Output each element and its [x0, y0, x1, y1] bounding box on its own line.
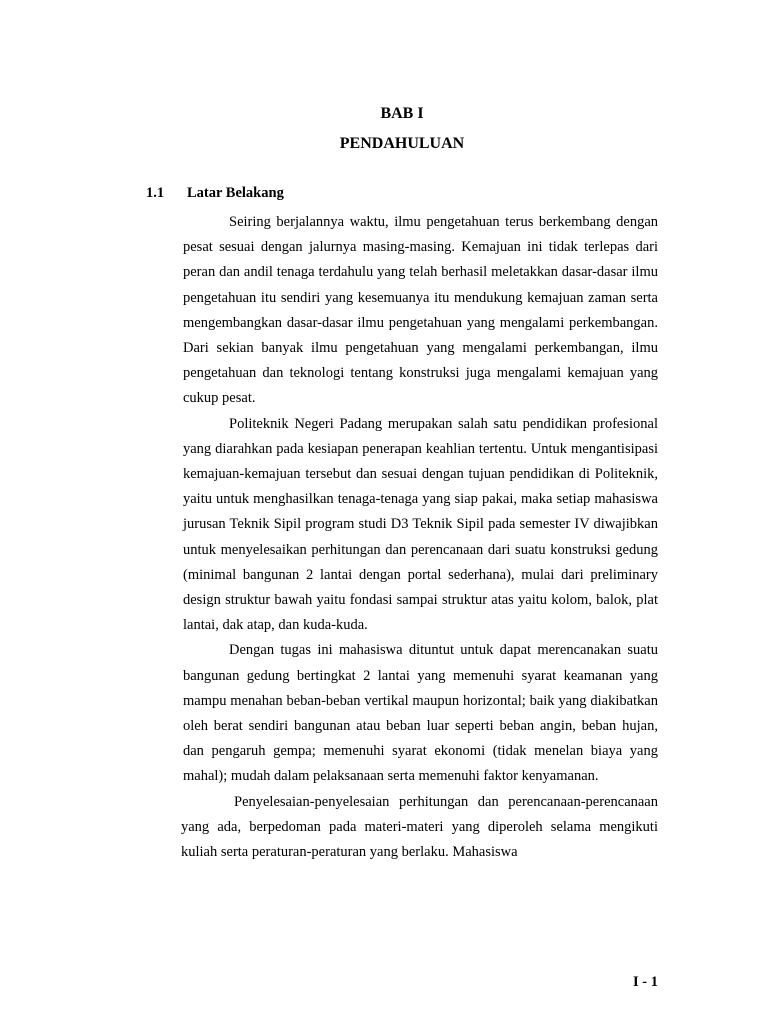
- paragraph-4: Penyelesaian-penyelesaian perhitungan dan perencanaan-perencanaan yang ada, berpedoman pada materi-materi yang diperoleh selama mengikuti kuliah serta peraturan-peraturan yang berlaku. Mahasiswa: [181, 793, 658, 861]
- page-number: I - 1: [633, 974, 658, 990]
- paragraph-3: Dengan tugas ini mahasiswa dituntut untuk dapat merencanakan suatu bangunan gedung bertingkat 2 lantai yang memenuhi syarat keamanan yang mampu menahan beban-beban vertikal maupun horizontal; baik yang diakibatkan oleh berat sendiri bangunan atau beban luar seperti beban angin, beban hujan, dan pengaruh gempa; memenuhi syarat ekonomi (tidak menelan biaya yang mahal); mudah dalam pelaksanaan serta memenuhi faktor kenyamanan.: [183, 642, 658, 785]
- chapter-label: BAB I: [380, 105, 424, 122]
- paragraph-2: Politeknik Negeri Padang merupakan salah satu pendidikan profesional yang diarahkan pada kesiapan penerapan keahlian tertentu. Untuk mengantisipasi kemajuan-kemajuan tersebut dan sesuai dengan tujuan pendidikan di Politeknik, yaitu untuk menghasilkan tenaga-tenaga yang siap pakai, maka setiap mahasiswa jurusan Teknik Sipil program studi D3 Teknik Sipil pada semester IV diwajibkan untuk menyelesaikan perhitungan dan perencanaan dari suatu konstruksi gedung (minimal bangunan 2 lantai dengan portal sederhana), mulai dari preliminary design struktur bawah yaitu fondasi sampai struktur atas yaitu kolom, balok, plat lantai, dak atap, dan kuda-kuda.: [183, 415, 658, 634]
- chapter-title: PENDAHULUAN: [339, 135, 465, 152]
- paragraph-1: Seiring berjalannya waktu, ilmu pengetahuan terus berkembang dengan pesat sesuai dengan jalurnya masing-masing. Kemajuan ini tidak terlepas dari peran dan andil tenaga terdahulu yang telah berhasil meletakkan dasar-dasar ilmu pengetahuan itu sendiri yang kesemuanya itu mendukung kemajuan zaman serta mengembangkan dasar-dasar ilmu pengetahuan yang mengalami perkembangan. Dari sekian banyak ilmu pengetahuan yang mengalami perkembangan, ilmu pengetahuan dan teknologi tentang konstruksi juga mengalami kemajuan yang cukup pesat.: [183, 214, 658, 407]
- section-number: 1.1: [146, 185, 165, 201]
- section-heading: [146, 183, 284, 203]
- body-text: [183, 210, 658, 865]
- section-title: Latar Belakang: [187, 185, 284, 201]
